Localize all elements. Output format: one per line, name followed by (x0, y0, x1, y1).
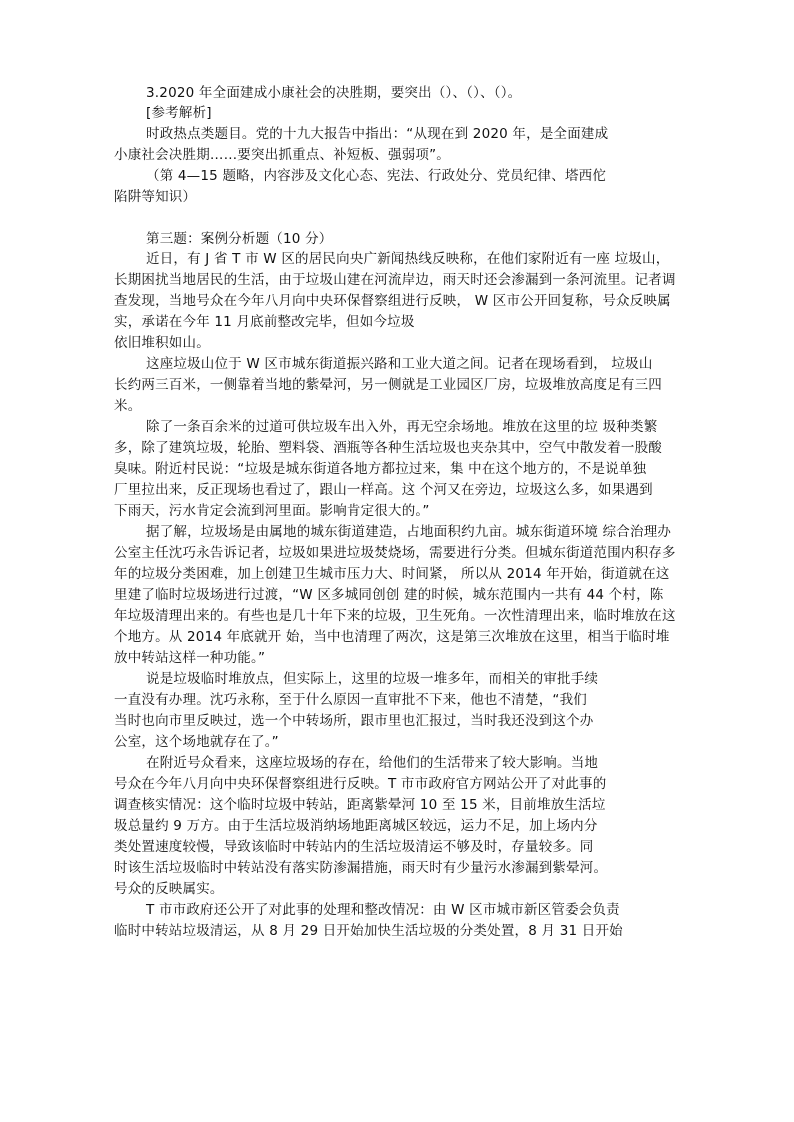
section-title: 第三题：案例分析题（10 分） (146, 231, 333, 247)
paragraph-line: 米。 (114, 398, 142, 414)
paragraph-line: 说是垃圾临时堆放点，但实际上，这里的垃圾一堆多年，而相关的审批手续 (146, 671, 599, 687)
paragraph-line: 实，承诺在今年 11 月底前整改完毕，但如今垃圾 (114, 314, 415, 330)
paragraph-line: 公室主任沈巧永告诉记者，垃圾如果进垃圾焚烧场，需要进行分类。但城东街道范围内积存多 (114, 545, 676, 561)
paragraph-line: 年的垃圾分类困难，加上创建卫生城市压力大、时间紧， 所以从 2014 年开始，街道就在这 (114, 566, 670, 582)
paragraph-line: 下雨天，污水肯定会流到河里面。影响肯定很大的。” (114, 503, 430, 519)
paragraph-line: 号众的反映属实。 (114, 881, 224, 897)
paragraph-line: 圾总量约 9 万方。由于生活垃圾消纳场地距离城区较远，运力不足，加上场内分 (114, 818, 598, 834)
paragraph-line: 年垃圾清理出来的。有些也是几十年下来的垃圾，卫生死角。一次性清理出来，临时堆放在这 (114, 608, 676, 624)
omitted-questions-note: 陷阱等知识） (114, 189, 197, 205)
paragraph-line: 调查核实情况：这个临时垃圾中转站，距离紫晕河 10 至 15 米，目前堆放生活垃 (114, 797, 606, 813)
paragraph-line: 类处置速度较慢，导致该临时中转站内的生活垃圾清运不够及时，存量较多。同 (114, 839, 594, 855)
paragraph-line: 在附近号众看来，这座垃圾场的存在，给他们的生活带来了较大影响。当地 (146, 755, 599, 771)
question-3-text: 3.2020 年全面建成小康社会的决胜期，要突出（）、（）、（）。 (146, 85, 522, 101)
paragraph-line: 厂里拉出来，反正现场也看过了，跟山一样高。这 个河又在旁边，垃圾这么多，如果遇到 (114, 482, 653, 498)
paragraph-line: 依旧堆积如山。 (114, 335, 210, 351)
paragraph-line: 个地方。从 2014 年底就开 始，当中也清理了两次，这是第三次堆放在这里，相当于临时堆 (114, 629, 670, 645)
paragraph-line: 公室，这个场地就存在了。” (114, 734, 279, 750)
paragraph-line: 时该生活垃圾临时中转站没有落实防渗漏措施，雨天时有少量污水渗漏到紫晕河。 (114, 860, 608, 876)
paragraph-line: 一直没有办理。沈巧永称，至于什么原因一直审批不下来，他也不清楚，“我们 (114, 692, 587, 708)
paragraph-line: 臭味。附近村民说：“垃圾是城东街道各地方都拉过来，集 中在这个地方的，不是说单独 (114, 461, 647, 477)
reference-analysis-label: [参考解析] (146, 105, 212, 121)
paragraph-line: 里建了临时垃圾场进行过渡，“W 区多城同创创 建的时候，城东范围内一共有 44 个村，陈 (114, 587, 664, 603)
paragraph-line: 长约两三百米，一侧靠着当地的紫晕河，另一侧就是工业园区厂房，垃圾堆放高度足有三四 (114, 377, 662, 393)
paragraph-line: 除了一条百余米的过道可供垃圾车出入外，再无空余场地。堆放在这里的垃 圾种类繁 (146, 419, 658, 435)
paragraph-line: 号众在今年八月向中央环保督察组进行反映。T 市市政府官方网站公开了对此事的 (114, 776, 607, 792)
paragraph-line: 查发现，当地号众在今年八月向中央环保督察组进行反映， W 区市公开回复称，号众反映属 (114, 293, 671, 309)
omitted-questions-note: （第 4—15 题略，内容涉及文化心态、宪法、行政处分、党员纪律、塔西佗 (146, 168, 607, 184)
paragraph-line: 当时也向市里反映过，选一个中转场所，跟市里也汇报过，当时我还没到这个办 (114, 713, 594, 729)
analysis-text-line: 时政热点类题目。党的十九大报告中指出：“从现在到 2020 年，是全面建成 (146, 126, 609, 142)
paragraph-line: 临时中转站垃圾清运，从 8 月 29 日开始加快生活垃圾的分类处置，8 月 31 日开始 (114, 923, 623, 939)
paragraph-line: 放中转站这样一种功能。” (114, 650, 266, 666)
paragraph-line: 近日，有 J 省 T 市 W 区的居民向央广新闻热线反映称，在他们家附近有一座 垃圾山， (146, 251, 670, 267)
analysis-text-line: 小康社会决胜期……要突出抓重点、补短板、强弱项”。 (114, 147, 450, 163)
paragraph-line: T 市市政府还公开了对此事的处理和整改情况：由 W 区市城市新区管委会负责 (146, 902, 620, 918)
paragraph-line: 长期困扰当地居民的生活，由于垃圾山建在河流岸边，雨天时还会渗漏到一条河流里。记者调 (114, 272, 676, 288)
paragraph-line: 多，除了建筑垃圾，轮胎、塑料袋、酒瓶等各种生活垃圾也夹杂其中，空气中散发着一股酸 (114, 440, 662, 456)
paragraph-line: 这座垃圾山位于 W 区市城东街道振兴路和工业大道之间。记者在现场看到， 垃圾山 (146, 356, 653, 372)
paragraph-line: 据了解，垃圾场是由属地的城东街道建造，占地面积约九亩。城东街道环境 综合治理办 (146, 524, 672, 540)
